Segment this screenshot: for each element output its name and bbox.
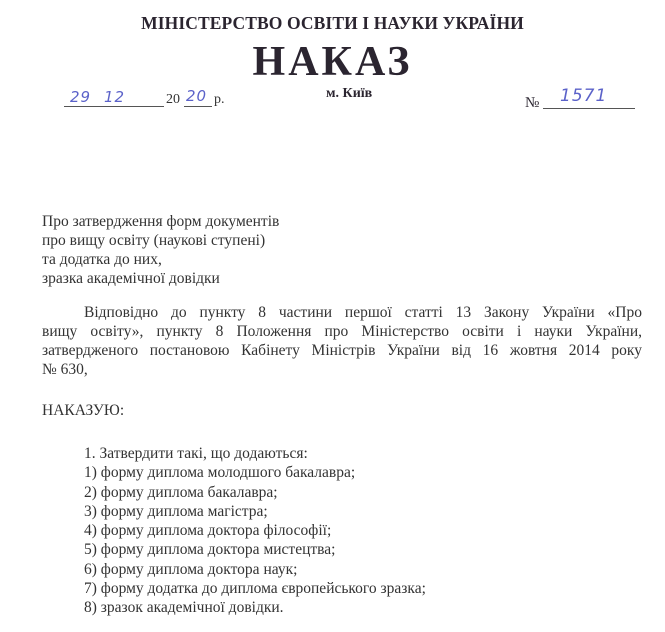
- preamble-line: Відповідно до пункту 8 частини першої статті 13 Закону України «Про: [84, 304, 642, 321]
- preamble-line: затвердженого постановою Кабінету Міністрів України від 16 жовтня 2014 року: [42, 342, 642, 359]
- order-item: 3) форму диплома магістра;: [84, 502, 268, 520]
- date-month: 12: [104, 88, 126, 106]
- order-item: 1) форму диплома молодшого бакалавра;: [84, 464, 356, 482]
- order-item: 5) форму диплома доктора мистецтва;: [84, 541, 336, 559]
- preamble-line: вищу освіту», пункту 8 Положення про Міністерство освіти і науки України,: [42, 323, 642, 340]
- ministry-name: МІНІСТЕРСТВО ОСВІТИ І НАУКИ УКРАЇНИ: [141, 13, 524, 33]
- order-item: 8) зразок академічної довідки.: [84, 599, 284, 617]
- date-year-suffix: 20: [186, 87, 208, 105]
- subject-line: Про затвердження форм документів: [42, 213, 280, 230]
- preamble-paragraph: [42, 303, 642, 379]
- order-item: 7) форму додатка до диплома європейського зразка;: [84, 580, 426, 598]
- subject-line: та додатка до них,: [42, 251, 162, 268]
- city-label: м. Київ: [326, 86, 373, 101]
- order-subject: [42, 212, 279, 288]
- order-item: 2) форму диплома бакалавра;: [84, 483, 278, 501]
- year-underline: [184, 106, 212, 107]
- order-item: 1. Затвердити такі, що додаються:: [84, 445, 308, 462]
- date-underline: [64, 106, 164, 107]
- document-type-title: НАКАЗ: [252, 39, 413, 85]
- order-items-list: [84, 444, 426, 618]
- order-item: 4) форму диплома доктора філософії;: [84, 522, 332, 540]
- orders-heading: НАКАЗУЮ:: [42, 402, 125, 419]
- subject-line: про вищу освіту (наукові ступені): [42, 232, 266, 249]
- date-day: 29: [70, 88, 92, 106]
- preamble-line: № 630,: [42, 361, 88, 378]
- order-number-sign: №: [525, 95, 540, 111]
- subject-line: зразка академічної довідки: [42, 270, 220, 287]
- order-number-underline: [543, 108, 635, 109]
- order-number-value: 1571: [560, 86, 608, 106]
- order-item: 6) форму диплома доктора наук;: [84, 560, 298, 578]
- date-year-unit: р.: [214, 92, 225, 107]
- date-year-prefix: 20: [166, 92, 180, 107]
